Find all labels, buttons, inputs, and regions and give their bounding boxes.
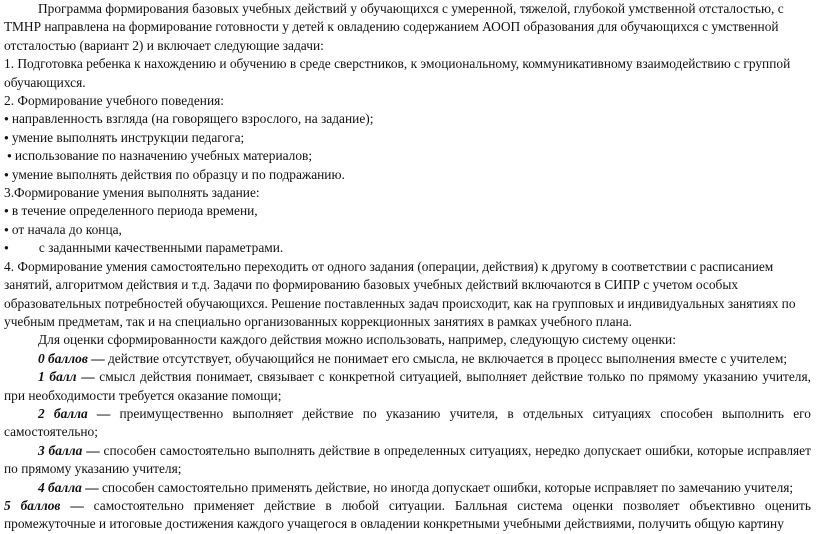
- scale-item-2: 2 балла — преимущественно выполняет действие по указанию учителя, в отдельных ситуациях способен выполнить его самостоятельно;: [4, 405, 811, 440]
- scale-text: преимущественно выполняет действие по указанию учителя, в отдельных ситуациях способен выполнить его самостоятельно;: [4, 405, 811, 440]
- task-3-bullet: ● с заданными качественными параметрами.: [4, 239, 811, 257]
- scale-score: 3 балла: [38, 442, 83, 458]
- task-2-bullet: ● умение выполнять инструкции педагога;: [4, 129, 811, 147]
- scale-text: способен самостоятельно применять действие, но иногда допускает ошибки, которые исправляет по замечанию учителя;: [101, 479, 794, 495]
- scale-score: 1 балл: [38, 369, 77, 385]
- scale-item-3: 3 балла — способен самостоятельно выполнять действие в определенных ситуациях, нередко допускает ошибки, которые исправляет по прямому указанию учителя;: [4, 442, 811, 477]
- task-3-bullet: ● от начала до конца,: [4, 221, 811, 239]
- task-2-bullet: ● направленность взгляда (на говорящего взрослого, на задание);: [4, 110, 811, 128]
- scale-text: действие отсутствует, обучающийся не понимает его смысла, не включается в процесс выполнения вместе с учителем;: [107, 350, 788, 366]
- scale-item-0: 0 баллов — действие отсутствует, обучающийся не понимает его смысла, не включается в процесс выполнения вместе с учителем;: [38, 350, 788, 366]
- scale-text: смысл действия понимает, связывает с конкретной ситуацией, выполняет действие только по прямому указанию учителя, при необходимости требуется оказание помощи;: [4, 369, 811, 403]
- scale-item-4: 4 балла — способен самостоятельно применять действие, но иногда допускает ошибки, которые исправляет по замечанию учителя;: [38, 479, 794, 495]
- scale-text: самостоятельно применяет действие в любой ситуации. Балльная система оценки позволяет объективно оценить промежуточные и итоговые достижения каждого учащегося в овладении конкретными учебными действиями, получить общую картину: [4, 497, 811, 532]
- task-1: 1. Подготовка ребенка к нахождению и обучению в среде сверстников, к эмоциональному, коммуникативному взаимодействию с группой обучающихся.: [4, 56, 791, 90]
- scale-item-5: 5 баллов — самостоятельно применяет действие в любой ситуации. Балльная система оценки позволяет объективно оценить промежуточные и итоговые достижения каждого учащегося в овладении конкретными учебными действиями, получить общую картину: [4, 497, 811, 532]
- task-2-bullet: ● использование по назначению учебных материалов;: [4, 147, 811, 165]
- scale-item-1: 1 балл — смысл действия понимает, связывает с конкретной ситуацией, выполняет действие только по прямому указанию учителя, при необходимости требуется оказание помощи;: [4, 369, 811, 403]
- scale-score: 5 баллов: [4, 497, 61, 513]
- intro-paragraph: Программа формирования базовых учебных действий у обучающихся с умеренной, тяжелой, глубокой умственной отсталостью, с ТМНР направлена на формирование готовности у детей к овладению содержанием АООП образования для обучающихся с умственной отсталостью (вариант 2) и включает следующие задачи:: [4, 1, 784, 53]
- scale-score: 2 балла: [38, 405, 88, 421]
- task-3-bullet: ● в течение определенного периода времени,: [4, 202, 811, 220]
- task-2-bullet: ● умение выполнять действия по образцу и по подражанию.: [4, 166, 811, 184]
- task-4: 4. Формирование умения самостоятельно переходить от одного задания (операции, действия) к другому в соответствии с расписанием занятий, алгоритмом действия и т.д. Задачи по формированию базовых учебных действий включаются в СИПР с учетом особых образовательных потребностей обучающихся. Решение поставленных задач происходит, как на групповых и индивидуальных занятиях по учебным предметам, так и на специально организованных коррекционных занятиях в рамках учебного плана.: [4, 258, 796, 329]
- scale-intro: Для оценки сформированности каждого действия можно использовать, например, следующую систему оценки:: [38, 332, 676, 348]
- scale-text: способен самостоятельно выполнять действие в определенных ситуациях, нередко допускает ошибки, которые исправляет по прямому указанию учителя;: [4, 442, 811, 477]
- scale-score: 0 баллов: [38, 350, 88, 366]
- task-3-heading: 3.Формирование умения выполнять задание:: [4, 185, 260, 201]
- scale-score: 4 балла: [38, 479, 82, 495]
- task-2-heading: 2. Формирование учебного поведения:: [4, 93, 224, 109]
